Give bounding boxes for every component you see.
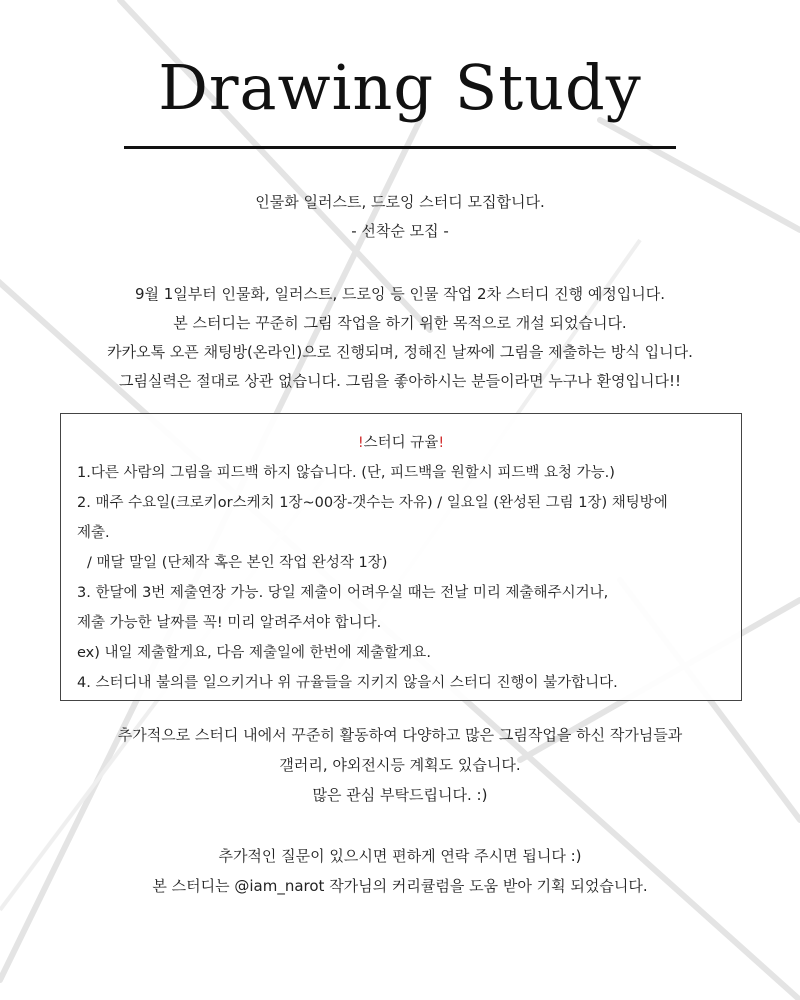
contact-line: 본 스터디는 @iam_narot 작가님의 커리큘럼을 도움 받아 기획 되었습니다. <box>152 877 648 895</box>
contact-line: 추가적인 질문이 있으시면 편하게 연락 주시면 됩니다 :) <box>218 847 582 865</box>
intro-line: 인물화 일러스트, 드로잉 스터디 모집합니다. <box>255 193 545 211</box>
rules-title-text: 스터디 규율 <box>363 435 439 451</box>
rule-line: 제출. <box>77 525 110 541</box>
title-underline <box>124 146 676 149</box>
rule-line: 4. 스터디내 불의를 일으키거나 위 규율들을 지키지 않을시 스터디 진행이 불가합니다. <box>77 675 618 691</box>
rule-line: 3. 한달에 3번 제출연장 가능. 당일 제출이 어려우실 때는 전날 미리 제출해주시거나, <box>77 585 609 601</box>
contact-section <box>0 841 800 901</box>
outro-line: 추가적으로 스터디 내에서 꾸준히 활동하여 다양하고 많은 그림작업을 하신 작가님들과 <box>117 726 683 744</box>
outro-line: 갤러리, 야외전시등 계획도 있습니다. <box>279 756 521 774</box>
intro-section <box>0 188 800 246</box>
rule-line: 제출 가능한 날짜를 꼭! 미리 알려주셔야 합니다. <box>77 615 382 631</box>
description-line: 9월 1일부터 인물화, 일러스트, 드로잉 등 인물 작업 2차 스터디 진행 예정입니다. <box>134 285 666 303</box>
exclamation-mark: ! <box>357 435 364 451</box>
poster-title: Drawing Study <box>158 51 642 124</box>
description-section <box>0 280 800 396</box>
rule-line: / 매달 말일 (단체작 혹은 본인 작업 완성작 1장) <box>87 555 388 571</box>
description-line: 그림실력은 절대로 상관 없습니다. 그림을 좋아하시는 분들이라면 누구나 환영입니다!! <box>118 372 682 390</box>
rule-line: 1.다른 사람의 그림을 피드백 하지 않습니다. (단, 피드백을 원할시 피드백 요청 가능.) <box>77 465 615 481</box>
rule-line: 2. 매주 수요일(크로키or스케치 1장~00장-갯수는 자유) / 일요일 (완성된 그림 1장) 채팅방에 <box>77 495 668 511</box>
exclamation-mark: ! <box>438 435 445 451</box>
rule-line: ex) 내일 제출할게요, 다음 제출일에 한번에 제출할게요. <box>77 645 431 661</box>
rules-title <box>77 428 725 458</box>
outro-section <box>0 720 800 810</box>
intro-line: - 선착순 모집 - <box>351 222 449 240</box>
description-line: 카카오톡 오픈 채팅방(온라인)으로 진행되며, 정해진 날짜에 그림을 제출하는 방식 입니다. <box>107 343 693 361</box>
outro-line: 많은 관심 부탁드립니다. :) <box>312 786 488 804</box>
description-line: 본 스터디는 꾸준히 그림 작업을 하기 위한 목적으로 개설 되었습니다. <box>173 314 627 332</box>
rules-box <box>60 413 742 701</box>
